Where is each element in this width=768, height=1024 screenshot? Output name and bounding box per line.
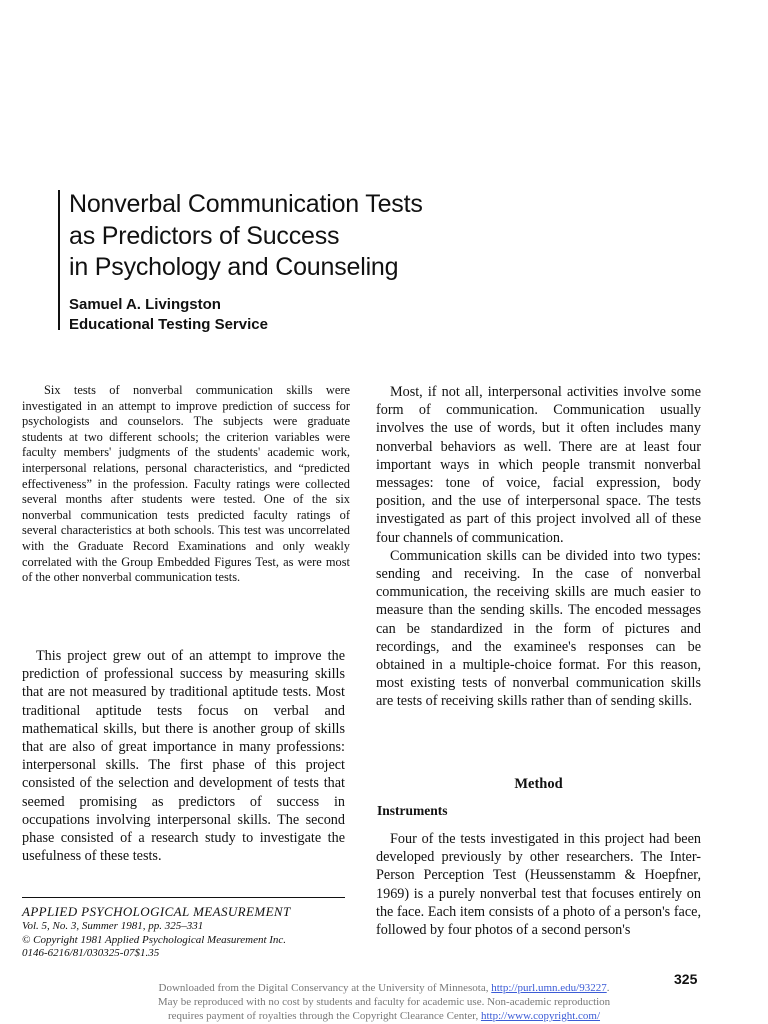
journal-citation [22,904,291,961]
left-column-body [22,647,345,865]
journal-volume: Vol. 5, No. 3, Summer 1981, pp. 325–331 [22,920,204,932]
copyright-link[interactable]: http://www.copyright.com/ [480,1010,601,1022]
notice-text: . [606,982,610,994]
notice-text: requires payment of royalties through the Copyright Clearance Center, [167,1010,481,1022]
notice-line-3 [0,1009,768,1023]
notice-text: Downloaded from the Digital Conservancy at the University of Minnesota, [158,982,492,994]
abstract [22,383,350,586]
body-paragraph: This project grew out of an attempt to improve the prediction of professional success by measuring skills that are not measured by traditional aptitude tests. Most traditional aptitude tests focus on verbal and mathematical skills, but there is another group of skills that are also of great importance in many professions: interpersonal skills. The first phase of this project consisted of the selection and development of tests that seemed promising as predictors of success in occupations involving interpersonal skills. The second phase consisted of a research study to investigate the usefulness of these tests. [22,648,345,865]
footer-rule [22,897,345,898]
title-line: as Predictors of Success [69,221,340,250]
article-title [69,189,423,284]
right-column-body [376,383,701,711]
section-heading: Method [514,776,563,792]
purl-link[interactable]: http://purl.umn.edu/93227 [491,982,607,994]
subsection-heading: Instruments [377,803,448,818]
journal-copyright: © Copyright 1981 Applied Psychological Measurement Inc. [22,933,287,946]
title-line: in Psychology and Counseling [69,253,399,281]
body-paragraph: Communication skills can be divided into two types: sending and receiving. In the case of nonverbal communication, the receiving skills are much easier to measure than the sending skills. The encoded messages can be standardized in the form of pictures and recordings, and the examinee's responses can be obtained in a multiple-choice format. For this reason, most existing tests of nonverbal communication skills are tests of receiving skills rather than of sending skills. [376,547,701,710]
notice-line-1 [0,981,768,995]
abstract-text: Six tests of nonverbal communication skills were investigated in an attempt to improve prediction of success for psychologists and counselors. The subjects were graduate students at two different schools; the criterion variables were faculty members' judgments of the students' academic work, interpersonal relations, personal characteristics, and “predicted effectiveness” in the profession. Faculty ratings were collected several months after students were tested. One of the six nonverbal communication tests predicted faculty ratings of several characteristics at both schools. This test was uncorrelated with the Graduate Record Examinations and only weakly correlated with the Group Embedded Figures Test, as were most of the other nonverbal communication tests. [22,383,350,585]
download-notice [0,981,768,1023]
journal-code: 0146-6216/81/030325-07$1.35 [22,947,160,959]
page-number: 325 [674,971,698,987]
instruments-body [376,830,701,939]
notice-line-2: May be reproduced with no cost by students and faculty for academic use. Non-academic reproduction [157,996,611,1008]
title-line: Nonverbal Communication Tests [69,190,423,218]
body-paragraph: Four of the tests investigated in this project had been developed previously by other researchers. The Inter-Person Perception Test (Heussenstamm & Hoepfner, 1969) is a purely nonverbal test that focuses entirely on the face. Each item consists of a photo of a person's face, followed by four photos of a second person's [376,831,701,939]
body-paragraph: Most, if not all, interpersonal activities involve some form of communication. Communication usually involves the use of words, but it often includes many nonverbal behaviors as well. There are at least four important ways in which people transmit nonverbal messages: tone of voice, facial expression, body position, and the use of interpersonal space. The tests investigated as part of this project involved all of these four channels of communication. [376,384,701,546]
author-affiliation: Educational Testing Service [69,316,268,333]
author-name: Samuel A. Livingston [69,296,221,313]
title-vertical-rule [58,190,60,330]
author-block [69,295,268,335]
journal-name: APPLIED PSYCHOLOGICAL MEASUREMENT [22,904,291,919]
